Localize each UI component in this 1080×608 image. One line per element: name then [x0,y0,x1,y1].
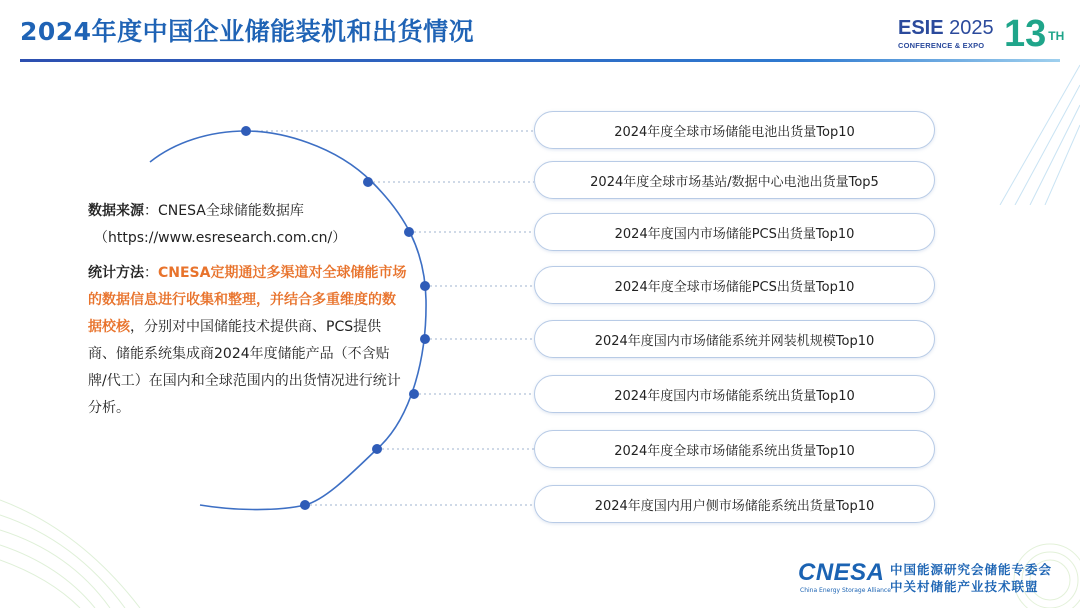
method-highlight: CNESA定期通过多渠道对全球储能市场的数据信息进行收集和整理，并结合多重维度的数据校核 [88,265,407,335]
ranking-item-global-pcs[interactable]: 2024年度全球市场储能PCS出货量Top10 [534,266,935,304]
title-underline [20,59,1060,62]
decorative-lines-top-right [930,55,1080,205]
org-name-line2: 中关村储能产业技术联盟 [890,579,1039,594]
ranking-item-global-battery[interactable]: 2024年度全球市场储能电池出货量Top10 [534,111,935,149]
method-label: 统计方法 [88,265,144,281]
edition-suffix: TH [1048,29,1065,43]
page-title: 2024年度中国企业储能装机和出货情况 [20,17,475,46]
event-name: ESIE [898,17,944,39]
event-year: 2025 [949,17,994,39]
ranking-item-domestic-grid-installation[interactable]: 2024年度国内市场储能系统并网装机规模Top10 [534,320,935,358]
event-subtitle: CONFERENCE & EXPO [898,41,985,50]
esie-logo [898,17,994,50]
data-source-url: （https://www.esresearch.com.cn/） [94,230,347,246]
method-sep: ： [144,265,158,281]
method-rest: ，分别对中国储能技术提供商、PCS提供商、储能系统集成商2024年度储能产品（不含贴牌/代工）在国内和全球范围内的出货情况进行统计分析。 [88,319,401,416]
data-source-line [88,198,408,225]
methodology-text [88,198,408,422]
ranking-item-domestic-user-side[interactable]: 2024年度国内用户侧市场储能系统出货量Top10 [534,485,935,523]
ranking-item-global-system[interactable]: 2024年度全球市场储能系统出货量Top10 [534,430,935,468]
ranking-item-domestic-system[interactable]: 2024年度国内市场储能系统出货量Top10 [534,375,935,413]
ranking-item-global-basestation-battery[interactable]: 2024年度全球市场基站/数据中心电池出货量Top5 [534,161,935,199]
edition-number: 13 [1004,13,1047,55]
cnesa-logo [798,557,1053,597]
cnesa-english-name: China Energy Storage Alliance [800,587,891,594]
org-name-line1: 中国能源研究会储能专委会 [890,562,1053,577]
cnesa-wordmark: CNESA [798,559,885,586]
decorative-curves-bottom-left [0,440,160,608]
method-paragraph [88,260,408,422]
data-source-sep: ： [144,203,158,219]
data-source-label: 数据来源 [88,203,144,219]
ranking-item-domestic-pcs[interactable]: 2024年度国内市场储能PCS出货量Top10 [534,213,935,251]
edition-badge [1004,14,1064,54]
data-source-text: CNESA全球储能数据库 [158,203,304,219]
